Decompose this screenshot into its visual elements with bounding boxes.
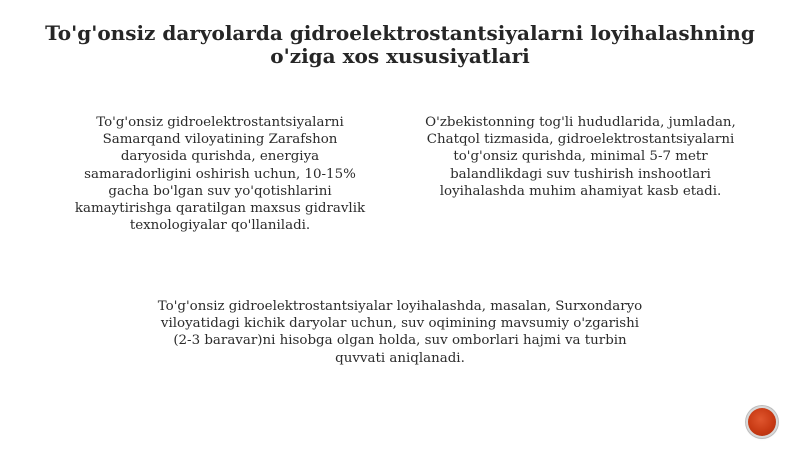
paragraph-left: To'g'onsiz gidroelektrostantsiyalarni Samarqand viloyatining Zarafshon daryosida qurishda, energiya samaradorligini oshirish uchun, 10-15% gacha bo'lgan suv yo'qotishlarini kamaytirishga qaratilgan maxsus gidravlik texnologiyalar qo'llaniladi. bbox=[74, 115, 366, 234]
slide-title: To'g'onsiz daryolarda gidroelektrostantsiyalarni loyihalashning o'ziga xos xususiyatlari bbox=[45, 21, 755, 68]
paragraph-right: O'zbekistonning tog'li hududlarida, jumladan, Chatqol tizmasida, gidroelektrostantsiyalarni to'g'onsiz qurishda, minimal 5-7 metr balandlikdagi suv tushirish inshootlari loyihalashda muhim ahamiyat kasb etadi. bbox=[425, 115, 736, 199]
next-slide-button[interactable] bbox=[748, 408, 776, 436]
paragraph-bottom: To'g'onsiz gidroelektrostantsiyalar loyihalashda, masalan, Surxondaryo viloyatidagi kichik daryolar uchun, suv oqimining mavsumiy o'zgarishi (2-3 baravar)ni hisobga olgan holda, suv omborlari hajmi va turbin quvvati aniqlanadi. bbox=[157, 299, 643, 366]
